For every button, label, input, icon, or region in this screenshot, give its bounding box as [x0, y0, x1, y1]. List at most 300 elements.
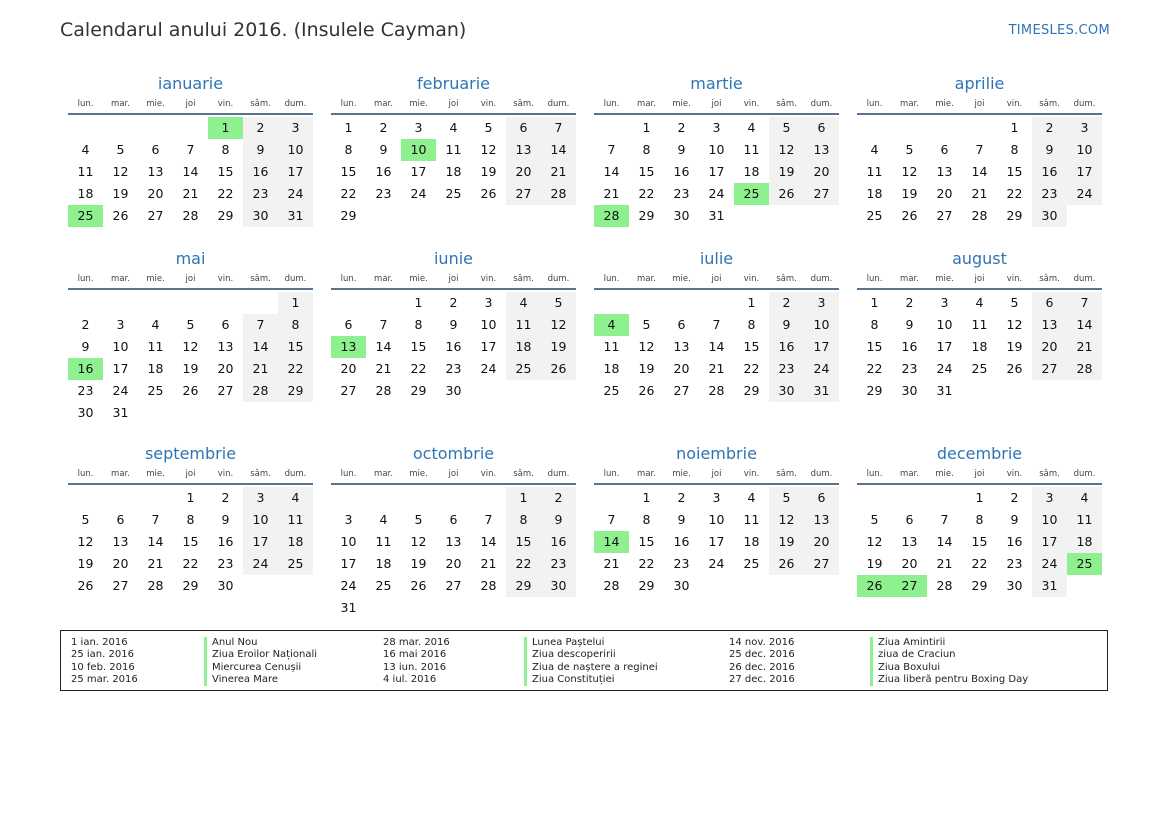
day-cell[interactable]: 27	[147, 208, 164, 223]
day-cell[interactable]: 29	[638, 578, 655, 593]
day-cell[interactable]: 24	[112, 383, 129, 398]
day-cell[interactable]: 28	[971, 208, 988, 223]
day-cell[interactable]: 22	[340, 186, 357, 201]
day-cell[interactable]: 5	[116, 142, 125, 157]
day-cell[interactable]: 1	[506, 487, 541, 509]
day-cell[interactable]: 21	[1067, 336, 1102, 358]
day-cell[interactable]: 14	[182, 164, 199, 179]
day-cell[interactable]: 1	[870, 295, 879, 310]
day-cell[interactable]: 6	[940, 142, 949, 157]
day-cell[interactable]: 2	[243, 117, 278, 139]
day-cell[interactable]: 5	[905, 142, 914, 157]
day-cell[interactable]: 16	[769, 336, 804, 358]
day-cell[interactable]: 12	[541, 314, 576, 336]
day-cell[interactable]: 19	[182, 361, 199, 376]
day-cell[interactable]: 26	[541, 358, 576, 380]
day-cell[interactable]: 26	[638, 383, 655, 398]
day-cell[interactable]: 23	[375, 186, 392, 201]
day-cell[interactable]: 25	[866, 208, 883, 223]
holiday-day[interactable]: 28	[594, 205, 629, 227]
day-cell[interactable]: 7	[541, 117, 576, 139]
day-cell[interactable]: 4	[975, 295, 984, 310]
day-cell[interactable]: 29	[340, 208, 357, 223]
day-cell[interactable]: 23	[1032, 183, 1067, 205]
day-cell[interactable]: 2	[541, 487, 576, 509]
day-cell[interactable]: 14	[147, 534, 164, 549]
day-cell[interactable]: 27	[936, 208, 953, 223]
day-cell[interactable]: 7	[243, 314, 278, 336]
day-cell[interactable]: 16	[541, 531, 576, 553]
day-cell[interactable]: 18	[147, 361, 164, 376]
day-cell[interactable]: 17	[708, 534, 725, 549]
day-cell[interactable]: 3	[940, 295, 949, 310]
day-cell[interactable]: 11	[147, 339, 164, 354]
day-cell[interactable]: 23	[673, 186, 690, 201]
day-cell[interactable]: 7	[607, 142, 616, 157]
day-cell[interactable]: 24	[708, 556, 725, 571]
day-cell[interactable]: 8	[870, 317, 879, 332]
day-cell[interactable]: 14	[243, 336, 278, 358]
day-cell[interactable]: 1	[186, 490, 195, 505]
day-cell[interactable]: 3	[278, 117, 313, 139]
day-cell[interactable]: 30	[673, 578, 690, 593]
day-cell[interactable]: 29	[182, 578, 199, 593]
day-cell[interactable]: 9	[449, 317, 458, 332]
day-cell[interactable]: 12	[638, 339, 655, 354]
day-cell[interactable]: 27	[217, 383, 234, 398]
day-cell[interactable]: 18	[743, 534, 760, 549]
day-cell[interactable]: 5	[642, 317, 651, 332]
day-cell[interactable]: 5	[870, 512, 879, 527]
day-cell[interactable]: 6	[449, 512, 458, 527]
day-cell[interactable]: 1	[975, 490, 984, 505]
day-cell[interactable]: 23	[217, 556, 234, 571]
day-cell[interactable]: 31	[278, 205, 313, 227]
day-cell[interactable]: 4	[747, 490, 756, 505]
day-cell[interactable]: 8	[506, 509, 541, 531]
day-cell[interactable]: 10	[708, 142, 725, 157]
day-cell[interactable]: 9	[1032, 139, 1067, 161]
day-cell[interactable]: 30	[243, 205, 278, 227]
day-cell[interactable]: 7	[1067, 292, 1102, 314]
holiday-day[interactable]: 10	[401, 139, 436, 161]
day-cell[interactable]: 15	[638, 534, 655, 549]
day-cell[interactable]: 17	[340, 556, 357, 571]
day-cell[interactable]: 2	[905, 295, 914, 310]
day-cell[interactable]: 31	[1032, 575, 1067, 597]
day-cell[interactable]: 29	[506, 575, 541, 597]
day-cell[interactable]: 13	[217, 339, 234, 354]
day-cell[interactable]: 5	[81, 512, 90, 527]
day-cell[interactable]: 9	[81, 339, 90, 354]
day-cell[interactable]: 19	[112, 186, 129, 201]
day-cell[interactable]: 4	[506, 292, 541, 314]
day-cell[interactable]: 23	[769, 358, 804, 380]
day-cell[interactable]: 12	[901, 164, 918, 179]
day-cell[interactable]: 28	[182, 208, 199, 223]
day-cell[interactable]: 6	[116, 512, 125, 527]
day-cell[interactable]: 4	[81, 142, 90, 157]
day-cell[interactable]: 5	[414, 512, 423, 527]
day-cell[interactable]: 5	[186, 317, 195, 332]
day-cell[interactable]: 22	[866, 361, 883, 376]
day-cell[interactable]: 15	[340, 164, 357, 179]
day-cell[interactable]: 2	[221, 490, 230, 505]
day-cell[interactable]: 14	[936, 534, 953, 549]
day-cell[interactable]: 13	[936, 164, 953, 179]
day-cell[interactable]: 19	[866, 556, 883, 571]
day-cell[interactable]: 4	[449, 120, 458, 135]
day-cell[interactable]: 29	[971, 578, 988, 593]
day-cell[interactable]: 5	[484, 120, 493, 135]
day-cell[interactable]: 3	[1067, 117, 1102, 139]
day-cell[interactable]: 13	[445, 534, 462, 549]
day-cell[interactable]: 18	[603, 361, 620, 376]
day-cell[interactable]: 3	[116, 317, 125, 332]
day-cell[interactable]: 2	[1032, 117, 1067, 139]
day-cell[interactable]: 11	[375, 534, 392, 549]
day-cell[interactable]: 11	[77, 164, 94, 179]
day-cell[interactable]: 9	[541, 509, 576, 531]
day-cell[interactable]: 24	[340, 578, 357, 593]
day-cell[interactable]: 17	[804, 336, 839, 358]
day-cell[interactable]: 4	[870, 142, 879, 157]
day-cell[interactable]: 7	[940, 512, 949, 527]
site-link[interactable]: TIMESLES.COM	[1008, 23, 1110, 38]
day-cell[interactable]: 23	[541, 553, 576, 575]
day-cell[interactable]: 17	[708, 164, 725, 179]
day-cell[interactable]: 22	[638, 186, 655, 201]
day-cell[interactable]: 20	[936, 186, 953, 201]
day-cell[interactable]: 1	[278, 292, 313, 314]
day-cell[interactable]: 12	[182, 339, 199, 354]
day-cell[interactable]: 12	[1006, 317, 1023, 332]
day-cell[interactable]: 4	[1067, 487, 1102, 509]
day-cell[interactable]: 13	[804, 139, 839, 161]
day-cell[interactable]: 20	[112, 556, 129, 571]
day-cell[interactable]: 18	[506, 336, 541, 358]
day-cell[interactable]: 28	[603, 578, 620, 593]
day-cell[interactable]: 24	[278, 183, 313, 205]
day-cell[interactable]: 18	[1067, 531, 1102, 553]
day-cell[interactable]: 17	[480, 339, 497, 354]
day-cell[interactable]: 1	[1010, 120, 1019, 135]
day-cell[interactable]: 17	[112, 361, 129, 376]
day-cell[interactable]: 15	[278, 336, 313, 358]
day-cell[interactable]: 27	[445, 578, 462, 593]
day-cell[interactable]: 26	[1006, 361, 1023, 376]
day-cell[interactable]: 14	[971, 164, 988, 179]
day-cell[interactable]: 15	[217, 164, 234, 179]
day-cell[interactable]: 19	[901, 186, 918, 201]
day-cell[interactable]: 15	[410, 339, 427, 354]
day-cell[interactable]: 15	[182, 534, 199, 549]
day-cell[interactable]: 22	[971, 556, 988, 571]
holiday-day[interactable]: 14	[594, 531, 629, 553]
day-cell[interactable]: 13	[1032, 314, 1067, 336]
day-cell[interactable]: 25	[375, 578, 392, 593]
day-cell[interactable]: 21	[480, 556, 497, 571]
day-cell[interactable]: 10	[112, 339, 129, 354]
day-cell[interactable]: 28	[147, 578, 164, 593]
day-cell[interactable]: 22	[638, 556, 655, 571]
day-cell[interactable]: 30	[77, 405, 94, 420]
holiday-day[interactable]: 27	[892, 575, 927, 597]
day-cell[interactable]: 7	[151, 512, 160, 527]
day-cell[interactable]: 23	[445, 361, 462, 376]
day-cell[interactable]: 13	[804, 509, 839, 531]
day-cell[interactable]: 12	[77, 534, 94, 549]
day-cell[interactable]: 4	[379, 512, 388, 527]
day-cell[interactable]: 5	[769, 117, 804, 139]
day-cell[interactable]: 19	[1006, 339, 1023, 354]
day-cell[interactable]: 16	[673, 534, 690, 549]
day-cell[interactable]: 26	[901, 208, 918, 223]
day-cell[interactable]: 18	[77, 186, 94, 201]
day-cell[interactable]: 9	[1010, 512, 1019, 527]
day-cell[interactable]: 3	[344, 512, 353, 527]
day-cell[interactable]: 8	[1010, 142, 1019, 157]
day-cell[interactable]: 3	[243, 487, 278, 509]
day-cell[interactable]: 21	[541, 161, 576, 183]
day-cell[interactable]: 17	[936, 339, 953, 354]
day-cell[interactable]: 12	[480, 142, 497, 157]
day-cell[interactable]: 22	[182, 556, 199, 571]
day-cell[interactable]: 7	[712, 317, 721, 332]
day-cell[interactable]: 11	[1067, 509, 1102, 531]
day-cell[interactable]: 9	[677, 142, 686, 157]
day-cell[interactable]: 19	[541, 336, 576, 358]
day-cell[interactable]: 21	[603, 556, 620, 571]
day-cell[interactable]: 20	[804, 531, 839, 553]
day-cell[interactable]: 24	[1067, 183, 1102, 205]
day-cell[interactable]: 25	[445, 186, 462, 201]
day-cell[interactable]: 9	[905, 317, 914, 332]
day-cell[interactable]: 1	[642, 120, 651, 135]
day-cell[interactable]: 14	[375, 339, 392, 354]
day-cell[interactable]: 3	[1032, 487, 1067, 509]
day-cell[interactable]: 20	[217, 361, 234, 376]
day-cell[interactable]: 14	[1067, 314, 1102, 336]
day-cell[interactable]: 28	[243, 380, 278, 402]
day-cell[interactable]: 8	[747, 317, 756, 332]
day-cell[interactable]: 1	[414, 295, 423, 310]
day-cell[interactable]: 27	[1032, 358, 1067, 380]
day-cell[interactable]: 24	[243, 553, 278, 575]
day-cell[interactable]: 17	[1032, 531, 1067, 553]
day-cell[interactable]: 11	[506, 314, 541, 336]
holiday-day[interactable]: 25	[734, 183, 769, 205]
day-cell[interactable]: 6	[221, 317, 230, 332]
day-cell[interactable]: 9	[677, 512, 686, 527]
day-cell[interactable]: 20	[901, 556, 918, 571]
day-cell[interactable]: 4	[278, 487, 313, 509]
day-cell[interactable]: 8	[278, 314, 313, 336]
day-cell[interactable]: 23	[901, 361, 918, 376]
day-cell[interactable]: 28	[1067, 358, 1102, 380]
day-cell[interactable]: 6	[677, 317, 686, 332]
day-cell[interactable]: 2	[379, 120, 388, 135]
day-cell[interactable]: 19	[410, 556, 427, 571]
day-cell[interactable]: 23	[243, 183, 278, 205]
day-cell[interactable]: 25	[506, 358, 541, 380]
day-cell[interactable]: 15	[506, 531, 541, 553]
day-cell[interactable]: 18	[866, 186, 883, 201]
day-cell[interactable]: 3	[712, 490, 721, 505]
day-cell[interactable]: 13	[901, 534, 918, 549]
day-cell[interactable]: 15	[638, 164, 655, 179]
day-cell[interactable]: 22	[1006, 186, 1023, 201]
day-cell[interactable]: 15	[1006, 164, 1023, 179]
day-cell[interactable]: 6	[344, 317, 353, 332]
day-cell[interactable]: 30	[1006, 578, 1023, 593]
day-cell[interactable]: 30	[769, 380, 804, 402]
day-cell[interactable]: 26	[182, 383, 199, 398]
day-cell[interactable]: 26	[410, 578, 427, 593]
day-cell[interactable]: 9	[769, 314, 804, 336]
day-cell[interactable]: 17	[410, 164, 427, 179]
day-cell[interactable]: 20	[340, 361, 357, 376]
day-cell[interactable]: 10	[708, 512, 725, 527]
day-cell[interactable]: 2	[1010, 490, 1019, 505]
day-cell[interactable]: 29	[1006, 208, 1023, 223]
day-cell[interactable]: 25	[971, 361, 988, 376]
day-cell[interactable]: 6	[151, 142, 160, 157]
day-cell[interactable]: 4	[747, 120, 756, 135]
day-cell[interactable]: 20	[1032, 336, 1067, 358]
day-cell[interactable]: 24	[936, 361, 953, 376]
day-cell[interactable]: 25	[603, 383, 620, 398]
holiday-day[interactable]: 26	[857, 575, 892, 597]
day-cell[interactable]: 28	[480, 578, 497, 593]
day-cell[interactable]: 3	[804, 292, 839, 314]
day-cell[interactable]: 15	[743, 339, 760, 354]
day-cell[interactable]: 18	[971, 339, 988, 354]
day-cell[interactable]: 4	[151, 317, 160, 332]
day-cell[interactable]: 22	[278, 358, 313, 380]
day-cell[interactable]: 8	[642, 142, 651, 157]
day-cell[interactable]: 6	[804, 117, 839, 139]
day-cell[interactable]: 17	[1067, 161, 1102, 183]
day-cell[interactable]: 27	[506, 183, 541, 205]
day-cell[interactable]: 20	[445, 556, 462, 571]
day-cell[interactable]: 2	[81, 317, 90, 332]
day-cell[interactable]: 28	[708, 383, 725, 398]
day-cell[interactable]: 15	[971, 534, 988, 549]
day-cell[interactable]: 6	[506, 117, 541, 139]
day-cell[interactable]: 13	[506, 139, 541, 161]
day-cell[interactable]: 6	[804, 487, 839, 509]
day-cell[interactable]: 30	[445, 383, 462, 398]
day-cell[interactable]: 21	[243, 358, 278, 380]
day-cell[interactable]: 24	[1032, 553, 1067, 575]
day-cell[interactable]: 23	[77, 383, 94, 398]
day-cell[interactable]: 25	[147, 383, 164, 398]
day-cell[interactable]: 8	[344, 142, 353, 157]
day-cell[interactable]: 31	[708, 208, 725, 223]
day-cell[interactable]: 26	[77, 578, 94, 593]
day-cell[interactable]: 10	[340, 534, 357, 549]
day-cell[interactable]: 22	[743, 361, 760, 376]
holiday-day[interactable]: 4	[594, 314, 629, 336]
day-cell[interactable]: 14	[541, 139, 576, 161]
day-cell[interactable]: 24	[480, 361, 497, 376]
day-cell[interactable]: 29	[278, 380, 313, 402]
day-cell[interactable]: 16	[1032, 161, 1067, 183]
day-cell[interactable]: 29	[866, 383, 883, 398]
day-cell[interactable]: 12	[866, 534, 883, 549]
day-cell[interactable]: 12	[769, 139, 804, 161]
day-cell[interactable]: 9	[379, 142, 388, 157]
day-cell[interactable]: 6	[1032, 292, 1067, 314]
day-cell[interactable]: 2	[677, 120, 686, 135]
day-cell[interactable]: 8	[186, 512, 195, 527]
day-cell[interactable]: 3	[712, 120, 721, 135]
day-cell[interactable]: 21	[182, 186, 199, 201]
day-cell[interactable]: 7	[379, 317, 388, 332]
day-cell[interactable]: 28	[375, 383, 392, 398]
day-cell[interactable]: 6	[905, 512, 914, 527]
day-cell[interactable]: 9	[243, 139, 278, 161]
day-cell[interactable]: 25	[743, 556, 760, 571]
day-cell[interactable]: 17	[278, 161, 313, 183]
day-cell[interactable]: 24	[804, 358, 839, 380]
day-cell[interactable]: 30	[673, 208, 690, 223]
day-cell[interactable]: 10	[278, 139, 313, 161]
day-cell[interactable]: 27	[340, 383, 357, 398]
holiday-day[interactable]: 25	[1067, 553, 1102, 575]
day-cell[interactable]: 12	[410, 534, 427, 549]
day-cell[interactable]: 3	[414, 120, 423, 135]
day-cell[interactable]: 19	[769, 531, 804, 553]
day-cell[interactable]: 7	[484, 512, 493, 527]
day-cell[interactable]: 2	[677, 490, 686, 505]
day-cell[interactable]: 30	[901, 383, 918, 398]
day-cell[interactable]: 10	[804, 314, 839, 336]
day-cell[interactable]: 8	[414, 317, 423, 332]
day-cell[interactable]: 11	[971, 317, 988, 332]
day-cell[interactable]: 16	[217, 534, 234, 549]
holiday-day[interactable]: 25	[68, 205, 103, 227]
day-cell[interactable]: 28	[541, 183, 576, 205]
day-cell[interactable]: 21	[603, 186, 620, 201]
day-cell[interactable]: 16	[673, 164, 690, 179]
day-cell[interactable]: 28	[936, 578, 953, 593]
day-cell[interactable]: 10	[936, 317, 953, 332]
day-cell[interactable]: 5	[541, 292, 576, 314]
day-cell[interactable]: 20	[673, 361, 690, 376]
day-cell[interactable]: 27	[673, 383, 690, 398]
day-cell[interactable]: 21	[708, 361, 725, 376]
day-cell[interactable]: 8	[975, 512, 984, 527]
day-cell[interactable]: 11	[743, 512, 760, 527]
day-cell[interactable]: 19	[77, 556, 94, 571]
day-cell[interactable]: 13	[112, 534, 129, 549]
day-cell[interactable]: 2	[769, 292, 804, 314]
day-cell[interactable]: 17	[243, 531, 278, 553]
day-cell[interactable]: 20	[147, 186, 164, 201]
day-cell[interactable]: 13	[147, 164, 164, 179]
day-cell[interactable]: 26	[112, 208, 129, 223]
day-cell[interactable]: 16	[243, 161, 278, 183]
holiday-day[interactable]: 16	[68, 358, 103, 380]
day-cell[interactable]: 29	[743, 383, 760, 398]
day-cell[interactable]: 18	[743, 164, 760, 179]
day-cell[interactable]: 7	[607, 512, 616, 527]
day-cell[interactable]: 20	[506, 161, 541, 183]
day-cell[interactable]: 26	[769, 553, 804, 575]
day-cell[interactable]: 27	[804, 183, 839, 205]
